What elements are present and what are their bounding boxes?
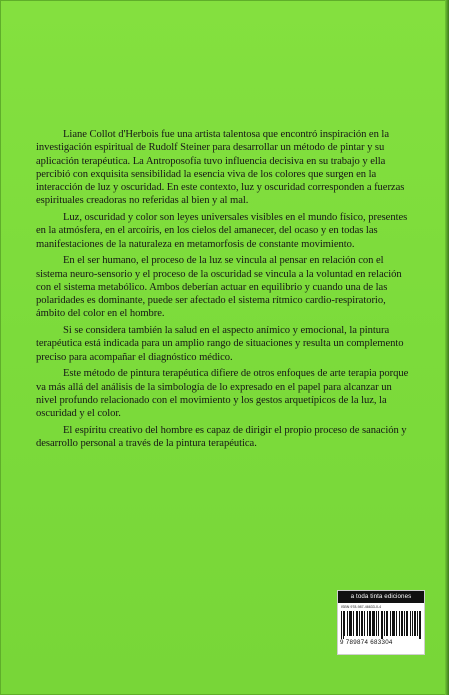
barcode-number: 9 789874 683304 [340,639,393,646]
paragraph-2: Luz, oscuridad y color son leyes universales visibles en el mundo físico, presentes en la atmósfera, en el arcoíris, en los cielos del amanecer, del ocaso y en todas las manifestaciones de la naturaleza en metamorfosis de constante movimiento. [36,212,408,250]
paragraph-4: Si se considera también la salud en el aspecto anímico y emocional, la pintura terapéutica está indicada para un amplio rango de situaciones y resulta un complemento preciso para acompañar el diagnóstico médico. [36,325,404,363]
barcode-label [337,590,425,655]
paragraph-1: Liane Collot d'Herbois fue una artista talentosa que encontró inspiración en la investigación espiritual de Rudolf Steiner para desarrollar un método de pintar y su aplicación terapéutica. La Antroposofía tuvo influencia decisiva en su trabajo y ella percibió con exquisita sensibilidad la esencia viva de los colores que surgen en la interacción de luz y oscuridad. En este contexto, luz y oscuridad corresponden a fuerzas espirituales creadoras no referidas al bien y al mal. [36,129,405,207]
paragraph-5: Este método de pintura terapéutica difiere de otros enfoques de arte terapia porque va más allá del análisis de la simbología de lo expresado en el papel para alcanzar un nivel profundo relacionado con el movimiento y los gestos arquetípicos de la luz, la oscuridad y el color. [36,368,409,420]
barcode-icon [341,611,421,639]
isbn-text: ISBN 978-987-46633-0-4 [341,605,382,609]
publisher-name: a toda tinta ediciones [338,591,424,603]
synopsis-text [36,128,412,454]
cover-edge [445,0,449,695]
paragraph-3: En el ser humano, el proceso de la luz se vincula al pensar en relación con el sistema neuro-sensorio y el proceso de la oscuridad se vincula a la voluntad en relación con el sistema metabólico. Ambos deberían actuar en equilibrio y cuando una de las polaridades es dominante, puede ser afectado el sistema rítmico cardio-respiratorio, ámbito del color en el hombre. [36,255,402,320]
paragraph-6: El espíritu creativo del hombre es capaz de dirigir el propio proceso de sanación y desarrollo personal a través de la pintura terapéutica. [36,424,407,450]
